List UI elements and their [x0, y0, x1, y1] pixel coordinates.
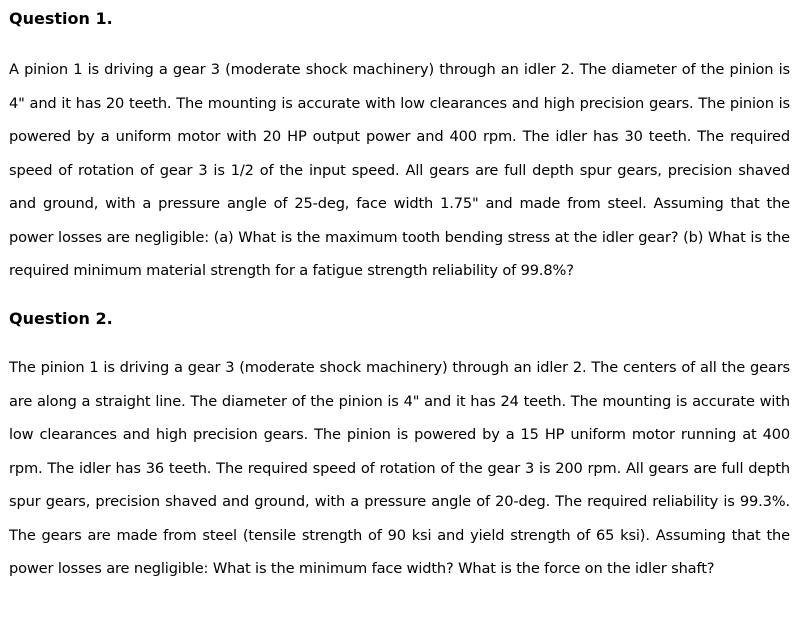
question-2-title: Question 2. [9, 309, 113, 328]
question-1-title: Question 1. [9, 9, 113, 28]
question-1-text: A pinion 1 is driving a gear 3 (moderate shock machinery) through an idler 2. The diameter of the pinion is 4" and it has 20 teeth. The mounting is accurate with low clearances and high precision gears. The pinion is powered by a uniform motor with 20 HP output power and 400 rpm. The idler has 30 teeth. The required speed of rotation of gear 3 is 1/2 of the input speed. All gears are full depth spur gears, precision shaved and ground, with a pressure angle of 25-deg, face width 1.75" and made from steel. Assuming that the power losses are negligible: (a) What is the maximum tooth bending stress at the idler gear? (b) What is the required minimum material strength for a fatigue strength reliability of 99.8%? [9, 61, 790, 279]
question-2-text: The pinion 1 is driving a gear 3 (moderate shock machinery) through an idler 2. The centers of all the gears are along a straight line. The diameter of the pinion is 4" and it has 24 teeth. The mounting is accurate with low clearances and high precision gears. The pinion is powered by a 15 HP uniform motor running at 400 rpm. The idler has 36 teeth. The required speed of rotation of the gear 3 is 200 rpm. All gears are full depth spur gears, precision shaved and ground, with a pressure angle of 20-deg. The required reliability is 99.3%. The gears are made from steel (tensile strength of 90 ksi and yield strength of 65 ksi). Assuming that the power losses are negligible: What is the minimum face width? What is the force on the idler shaft? [9, 359, 790, 577]
